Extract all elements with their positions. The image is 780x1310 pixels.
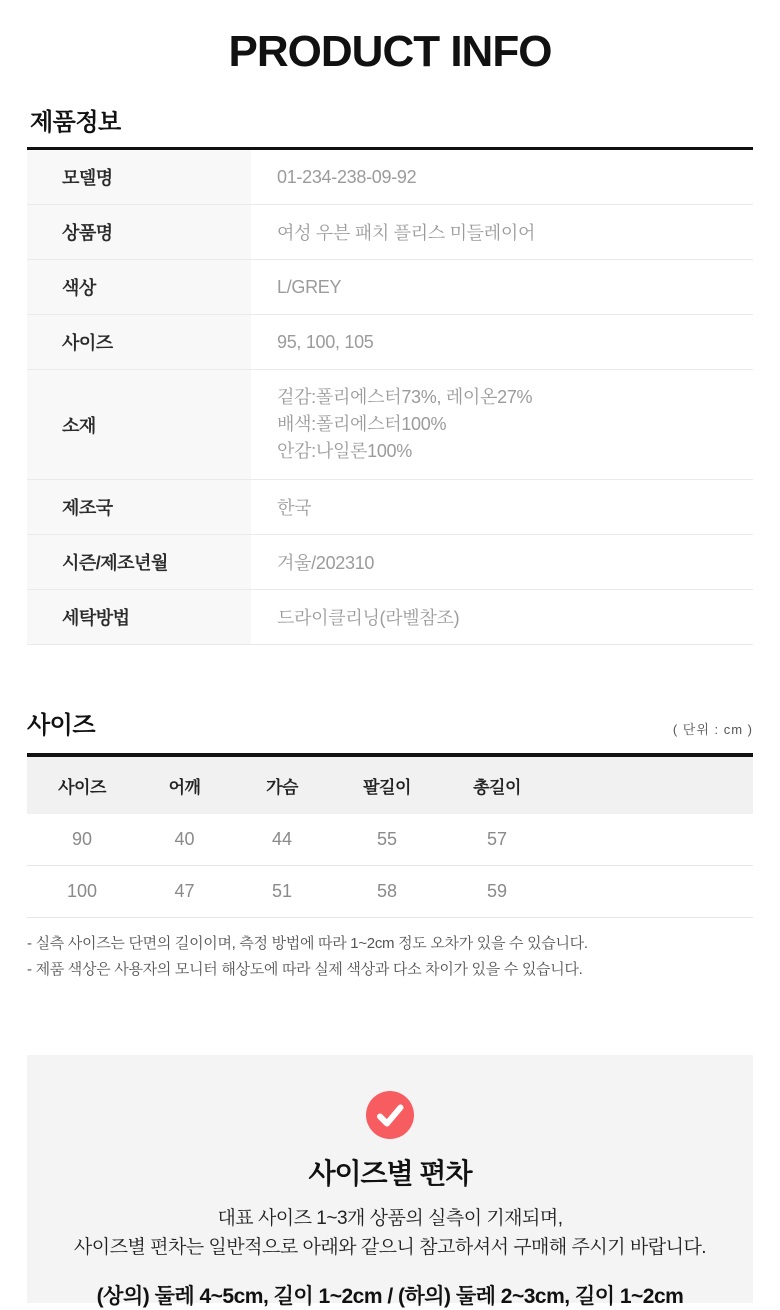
material-line: 겉감:폴리에스터73%, 레이온27% <box>277 387 533 407</box>
size-cell: 44 <box>232 814 332 866</box>
info-value: 95, 100, 105 <box>277 331 374 352</box>
size-cell-spacer <box>552 814 753 866</box>
table-row <box>27 535 753 590</box>
size-cell: 58 <box>332 866 442 918</box>
info-value: 여성 우븐 패치 플리스 미들레이어 <box>277 223 536 243</box>
size-cell-spacer <box>552 866 753 918</box>
size-section <box>27 705 753 983</box>
variance-summary: (상의) 둘레 4~5cm, 길이 1~2cm / (하의) 둘레 2~3cm, 길이 1~2cm <box>96 1285 684 1308</box>
info-label: 소재 <box>27 370 251 480</box>
check-circle-icon <box>366 1091 414 1139</box>
table-row <box>27 370 753 480</box>
variance-heading: 사이즈별 편차 <box>308 1158 472 1189</box>
info-label: 사이즈 <box>27 315 251 370</box>
info-label: 세탁방법 <box>27 590 251 645</box>
info-label: 모델명 <box>27 149 251 205</box>
size-col-header: 가슴 <box>232 755 332 814</box>
info-value: L/GREY <box>277 276 342 297</box>
page-title: PRODUCT INFO <box>228 27 552 76</box>
material-line: 안감:나일론100% <box>277 441 412 461</box>
size-cell: 55 <box>332 814 442 866</box>
unit-label: ( 단위 : cm ) <box>672 722 753 737</box>
info-value: 드라이클리닝(라벨참조) <box>277 608 460 628</box>
size-col-header: 어깨 <box>137 755 232 814</box>
size-heading: 사이즈 <box>27 712 96 739</box>
size-cell: 59 <box>442 866 552 918</box>
table-row <box>27 866 753 918</box>
size-section-header <box>27 705 753 740</box>
size-cell: 47 <box>137 866 232 918</box>
material-line: 배색:폴리에스터100% <box>277 414 447 434</box>
variance-desc-line: 사이즈별 편차는 일반적으로 아래와 같으니 참고하셔서 구매해 주시기 바랍니다. <box>73 1237 707 1258</box>
table-row <box>27 149 753 205</box>
product-info-table <box>27 147 753 645</box>
product-info-section <box>27 102 753 645</box>
size-table-header-row <box>27 755 753 814</box>
info-value: 01-234-238-09-92 <box>277 166 417 187</box>
size-notes <box>27 931 753 983</box>
info-label: 상품명 <box>27 205 251 260</box>
size-col-header: 사이즈 <box>27 755 137 814</box>
table-row <box>27 590 753 645</box>
variance-description <box>27 1204 753 1262</box>
size-cell: 100 <box>27 866 137 918</box>
size-note: - 제품 색상은 사용자의 모니터 해상도에 따라 실제 색상과 다소 차이가 있을 수 있습니다. <box>27 961 583 978</box>
size-table <box>27 753 753 918</box>
size-cell: 57 <box>442 814 552 866</box>
size-col-header-spacer <box>552 755 753 814</box>
table-row <box>27 205 753 260</box>
info-value: 겨울/202310 <box>277 553 375 573</box>
size-cell: 90 <box>27 814 137 866</box>
info-label: 제조국 <box>27 480 251 535</box>
table-row <box>27 814 753 866</box>
size-col-header: 팔길이 <box>332 755 442 814</box>
info-value <box>251 370 753 480</box>
size-cell: 51 <box>232 866 332 918</box>
size-note: - 실측 사이즈는 단면의 길이이며, 측정 방법에 따라 1~2cm 정도 오차가 있을 수 있습니다. <box>27 935 588 952</box>
info-label: 색상 <box>27 260 251 315</box>
table-row <box>27 315 753 370</box>
size-variance-panel <box>27 1055 753 1308</box>
size-col-header: 총길이 <box>442 755 552 814</box>
product-info-heading: 제품정보 <box>30 109 121 136</box>
info-value: 한국 <box>277 498 312 518</box>
info-label: 시즌/제조년월 <box>27 535 251 590</box>
variance-desc-line: 대표 사이즈 1~3개 상품의 실측이 기재되며, <box>217 1208 563 1229</box>
size-cell: 40 <box>137 814 232 866</box>
table-row <box>27 260 753 315</box>
table-row <box>27 480 753 535</box>
